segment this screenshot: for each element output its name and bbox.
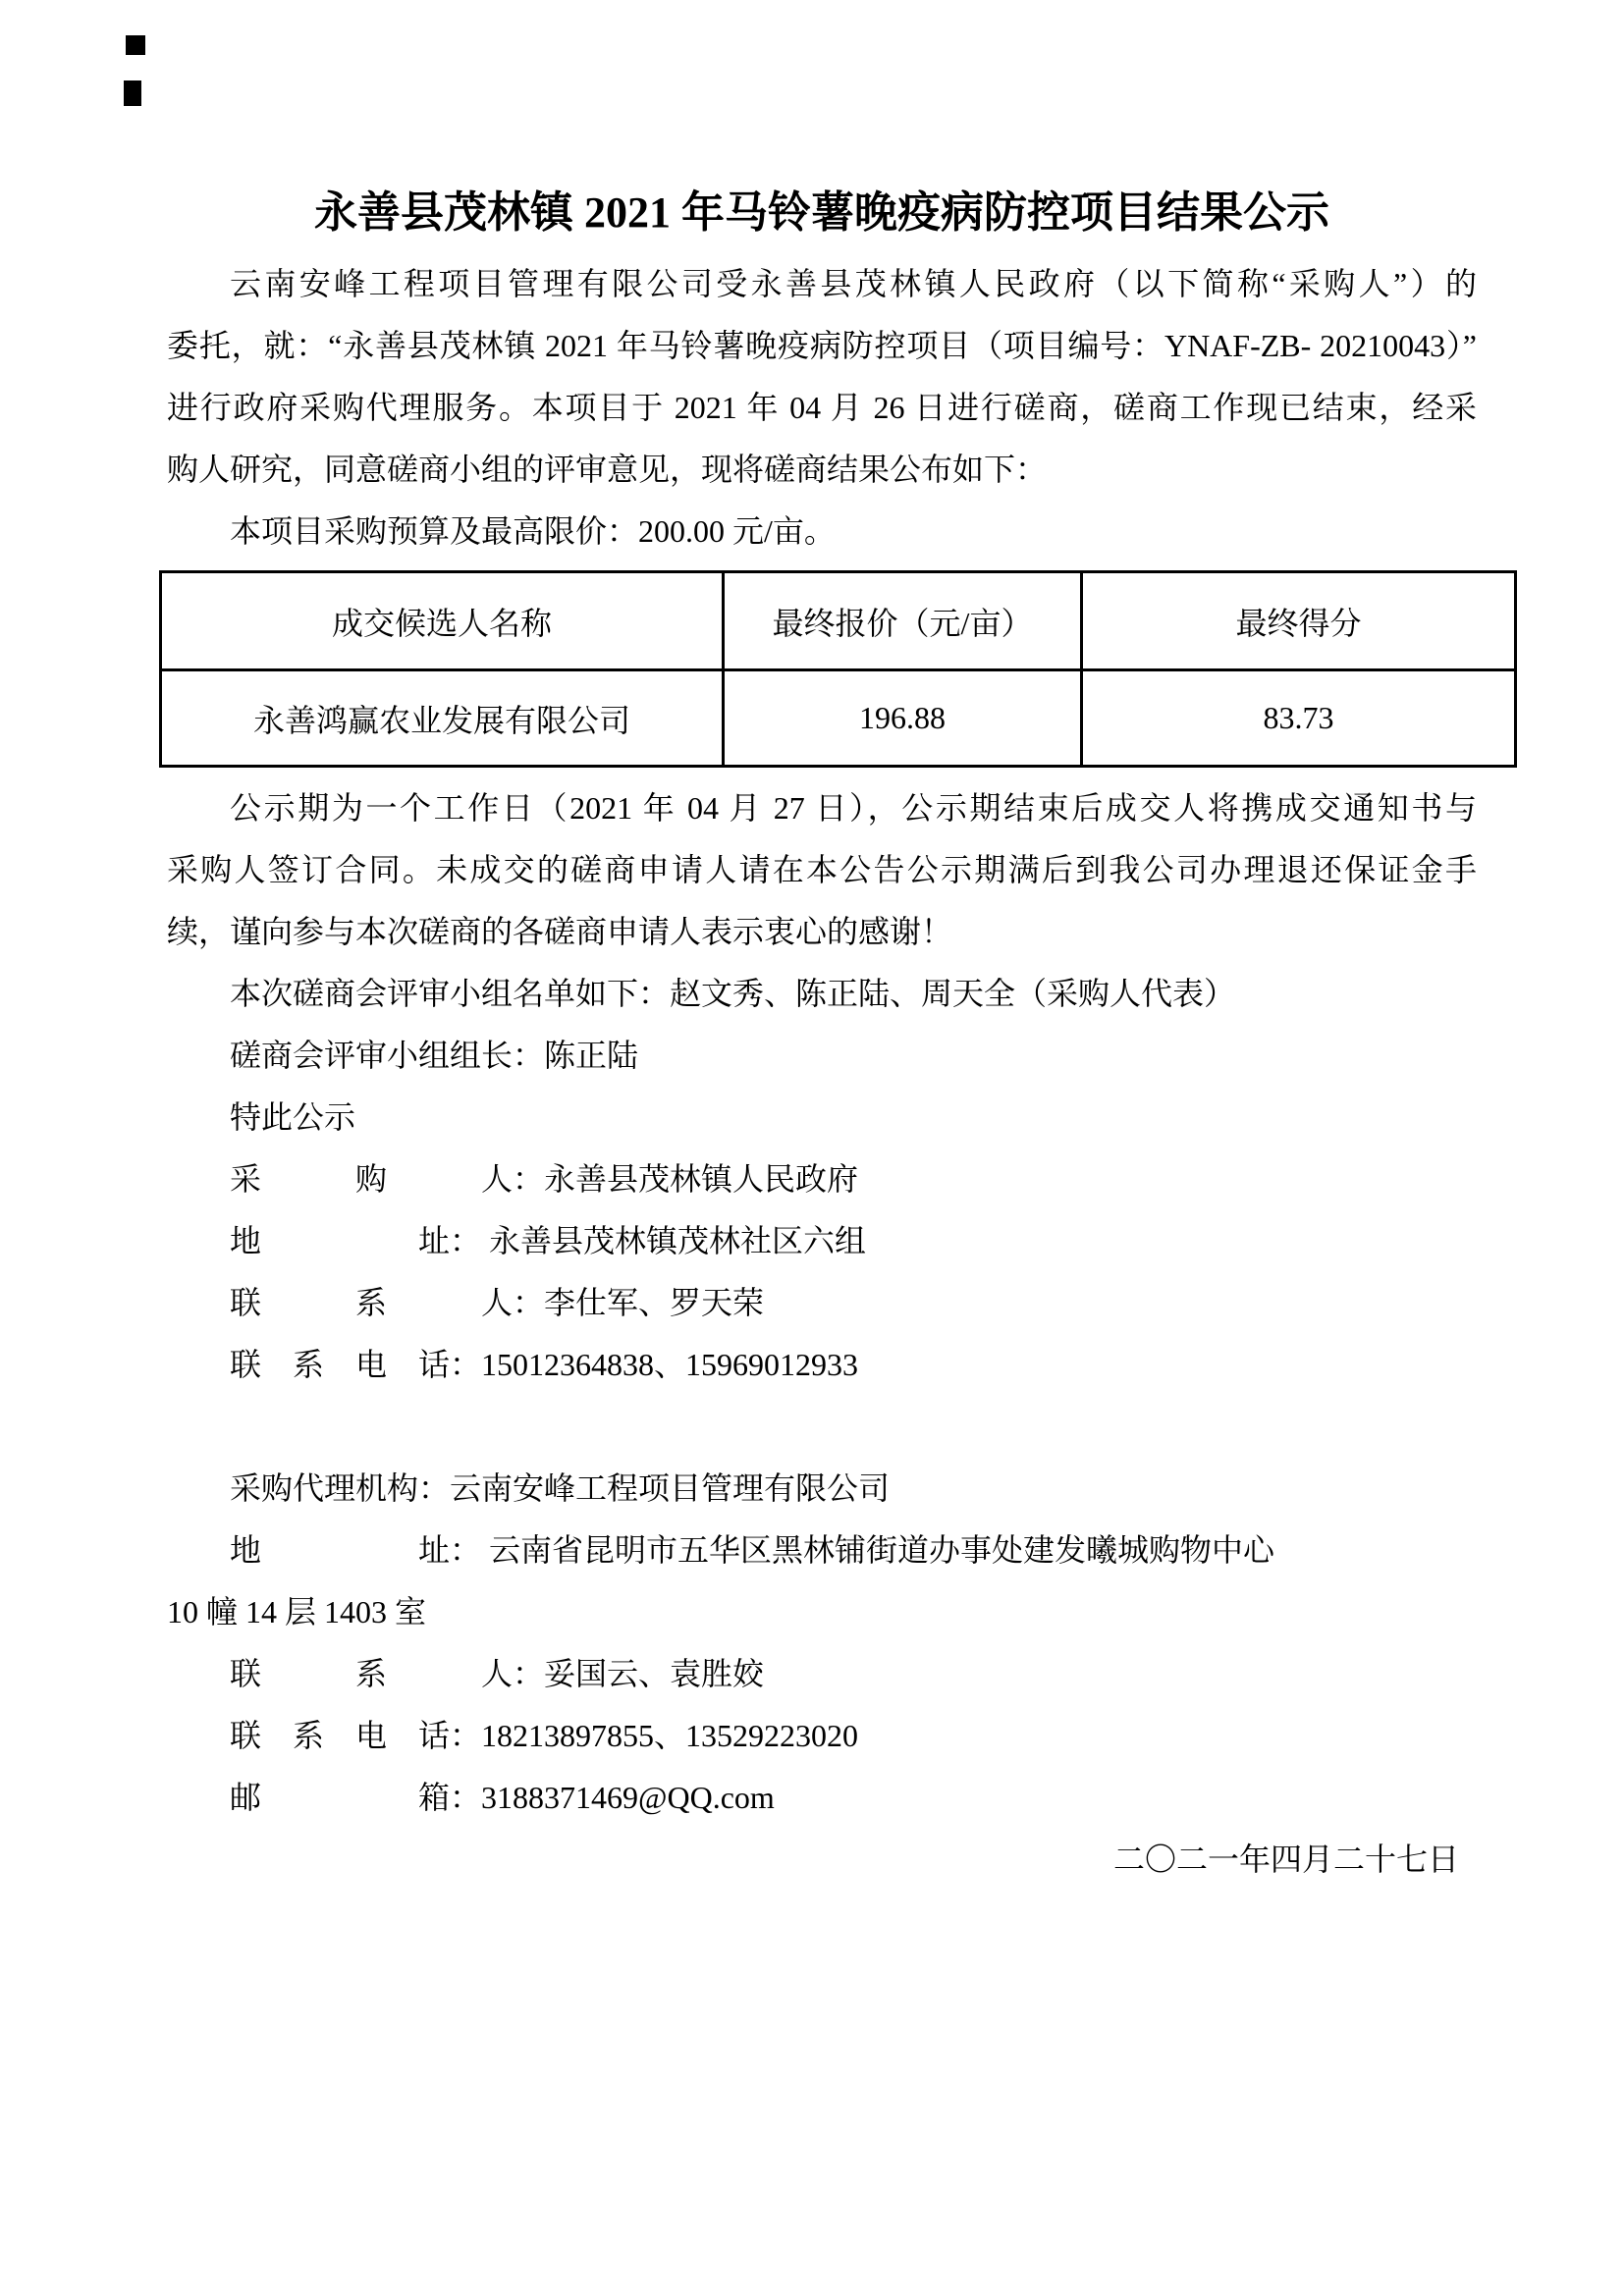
publicity-line-3: 续，谨向参与本次磋商的各磋商申请人表示衷心的感谢！ [167,914,953,949]
col-header-final-score: 最终得分 [1082,572,1516,670]
agency-phone-line: 联 系 电 话：18213897855、13529223020 [230,1718,859,1753]
page-title: 永善县茂林镇 2021 年马铃薯晚疫病防控项目结果公示 [314,188,1329,237]
intro-line-3: 进行政府采购代理服务。本项目于 2021 年 04 月 26 日进行磋商，磋商工作现已结束，经采 [167,390,1477,425]
purchaser-phone-line: 联 系 电 话：15012364838、15969012933 [230,1347,859,1382]
agency-contact-line: 联 系 人：妥国云、袁胜姣 [230,1656,765,1691]
cell-final-price: 196.88 [724,670,1082,767]
publicity-line-1: 公示期为一个工作日（2021 年 04 月 27 日），公示期结束后成交人将携成交通知书与 [230,790,1477,826]
agency-name-line: 采购代理机构：云南安峰工程项目管理有限公司 [230,1470,891,1506]
col-header-candidate-name: 成交候选人名称 [161,572,724,670]
agency-address-line-1: 地 址： 云南省昆明市五华区黑林铺街道办事处建发曦城购物中心 [230,1532,1275,1568]
agency-email-line: 邮 箱：3188371469@QQ.com [230,1780,775,1815]
budget-limit-line: 本项目采购预算及最高限价：200.00 元/亩。 [230,513,836,549]
scan-artifact-bottom [124,80,141,106]
purchaser-name-line: 采 购 人：永善县茂林镇人民政府 [230,1161,859,1197]
document-date: 二〇二一年四月二十七日 [1112,1842,1459,1877]
notice-line: 特此公示 [230,1099,356,1135]
result-table-data-row [161,670,1516,767]
purchaser-contact-line: 联 系 人：李仕军、罗天荣 [230,1285,765,1320]
result-table-header-row [161,572,1516,670]
blank-spacer-line [167,1396,1477,1458]
intro-line-1: 云南安峰工程项目管理有限公司受永善县茂林镇人民政府（以下简称“采购人”）的 [230,266,1477,301]
cell-final-score: 83.73 [1082,670,1516,767]
committee-members-line: 本次磋商会评审小组名单如下：赵文秀、陈正陆、周天全（采购人代表） [230,976,1236,1011]
document-content [167,185,1477,1891]
committee-leader-line: 磋商会评审小组组长：陈正陆 [230,1038,639,1073]
publicity-line-2: 采购人签订合同。未成交的磋商申请人请在本公告公示期满后到我公司办理退还保证金手 [167,852,1477,887]
intro-line-4: 购人研究，同意磋商小组的评审意见，现将磋商结果公布如下： [167,452,1048,487]
agency-address-line-2: 10 幢 14 层 1403 室 [167,1594,427,1629]
col-header-final-price: 最终报价（元/亩） [724,572,1082,670]
cell-candidate-name: 永善鸿赢农业发展有限公司 [161,670,724,767]
scan-artifact-top [126,35,145,55]
purchaser-address-line: 地 址： 永善县茂林镇茂林社区六组 [230,1223,867,1258]
result-table [159,570,1517,768]
intro-line-2: 委托，就：“永善县茂林镇 2021 年马铃薯晚疫病防控项目（项目编号：YNAF-ZB- 20210043）” [167,328,1477,363]
